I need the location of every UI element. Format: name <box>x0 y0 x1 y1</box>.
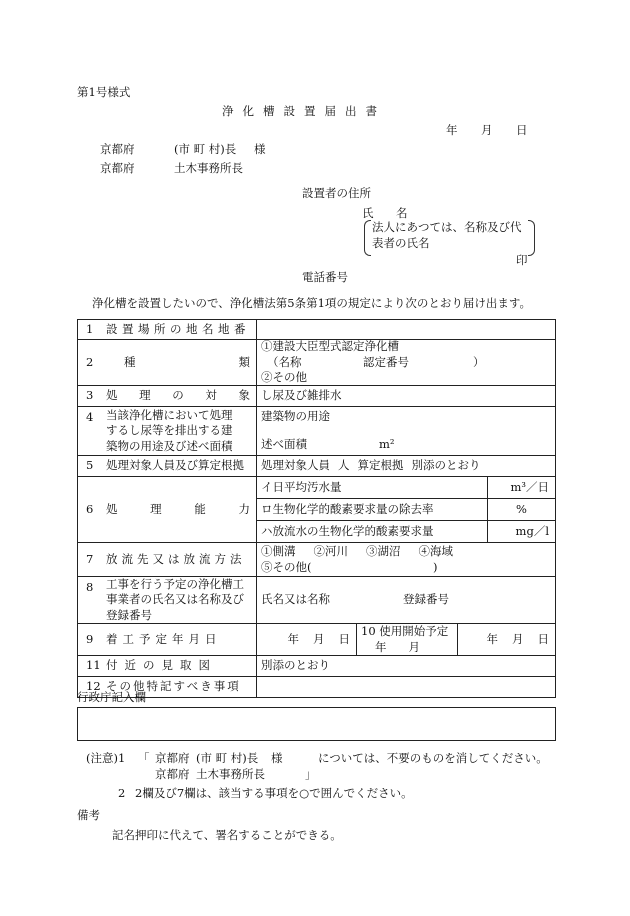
row-label: 着工予定年月日 <box>106 631 222 646</box>
table-row <box>77 456 556 477</box>
map-value: 別添のとおり <box>256 656 555 676</box>
discharge-option[interactable]: ③湖沼 <box>366 543 401 558</box>
row-label: 処理対象人員及び算定根拠 <box>106 458 244 473</box>
row-label-char: の <box>172 388 184 403</box>
capacity-row[interactable] <box>257 499 555 521</box>
floor-area-label: 述べ面積 <box>261 437 307 452</box>
table-row <box>77 319 556 340</box>
table-row <box>77 577 556 624</box>
capacity-row[interactable] <box>257 477 555 499</box>
row-label <box>102 386 256 406</box>
row-number: 3 <box>86 388 94 403</box>
row-label <box>102 340 256 385</box>
note-bracket-close: 」 <box>305 767 317 781</box>
addressee-city-head: (市 町 村)長 <box>174 142 237 156</box>
population-label: 処理対象人員 <box>261 458 330 473</box>
document-title: 浄化槽設置届出書 <box>222 104 386 118</box>
row-number: 2 <box>86 354 94 369</box>
table-row <box>77 407 556 456</box>
start-month: 月 <box>313 631 325 646</box>
use-start-month-label: 月 <box>408 639 420 654</box>
row-label-line: 事業者の氏名又は名称及び <box>106 592 244 607</box>
note-city: (市 町 村)長 <box>196 751 259 765</box>
row-label <box>102 407 256 455</box>
gov-use-field <box>77 707 556 741</box>
table-row <box>77 477 556 543</box>
row-label-char: 能 <box>194 501 206 516</box>
discharge-option[interactable]: ②河川 <box>313 543 348 558</box>
floor-area-unit: m² <box>379 437 395 452</box>
row-label <box>102 477 256 542</box>
date-month-label: 月 <box>481 123 493 137</box>
remarks-text: 記名押印に代えて、署名することができる。 <box>112 828 342 842</box>
note-2-text: 2欄及び7欄は、該当する事項を○で囲んでください。 <box>135 786 413 800</box>
contractor-field[interactable] <box>256 577 555 623</box>
paren-close: ） <box>473 354 485 369</box>
row-number: 11 <box>86 658 101 673</box>
row-label-line: 登録番号 <box>106 607 152 622</box>
note-office: 土木事務所長 <box>196 767 265 781</box>
capacity-subtable <box>256 477 555 542</box>
addressee-pref-2: 京都府 <box>100 161 135 175</box>
row-label-char: 理 <box>150 501 162 516</box>
row-label-char: 処 <box>106 501 118 516</box>
seal-mark: 印 <box>516 253 528 267</box>
row-label: 設置場所の地名地番 <box>106 321 250 336</box>
dates-field <box>256 624 555 655</box>
daily-flow-label: イ日平均汚水量 <box>261 479 342 494</box>
corporate-note-line-2: 表者の氏名 <box>372 236 430 250</box>
row-label-char: 対 <box>205 388 217 403</box>
tank-type-field[interactable] <box>256 340 555 385</box>
table-row <box>77 340 556 386</box>
treatment-target-value: し尿及び雑排水 <box>256 386 555 406</box>
note-1-text: については、不要のものを消してください。 <box>318 751 548 765</box>
row-number: 8 <box>86 580 94 594</box>
close-bracket <box>528 220 535 256</box>
contractor-name-label: 氏名又は名称 <box>261 592 330 607</box>
addressee-honorific: 様 <box>254 142 266 156</box>
basis-value: 別添のとおり <box>411 458 481 473</box>
row-label: 放流先又は放流方法 <box>106 551 246 566</box>
building-use-label: 建築物の用途 <box>261 409 330 423</box>
table-row <box>77 677 556 698</box>
use-year: 年 <box>486 631 498 646</box>
use-start-label: 10 使用開始予定 <box>361 623 449 638</box>
start-date-field[interactable] <box>257 624 356 655</box>
applicant-name-label-2: 名 <box>396 206 408 220</box>
effluent-bod-label: ハ放流水の生物化学的酸素要求量 <box>261 523 434 538</box>
row-label-char: 象 <box>238 388 250 403</box>
row-number: 4 <box>86 410 94 424</box>
date-year-label: 年 <box>446 123 458 137</box>
table-row <box>77 386 556 407</box>
remarks-heading: 備考 <box>77 808 100 822</box>
paren-close: ) <box>433 559 438 574</box>
use-start-label-cell <box>356 624 458 655</box>
bod-removal-unit: % <box>487 499 555 520</box>
date-day-label: 日 <box>516 123 528 137</box>
note-2-number: 2 <box>118 786 126 800</box>
site-address-field[interactable] <box>256 320 555 339</box>
row-number: 1 <box>86 321 94 336</box>
row-label <box>102 577 256 623</box>
row-label-line: するし尿等を排出する建 <box>106 423 233 438</box>
form-number: 第1号様式 <box>77 85 131 99</box>
row-label-line: 工事を行う予定の浄化槽工 <box>106 576 244 591</box>
use-day: 日 <box>537 631 549 646</box>
intro-text: 浄化槽を設置したいので、浄化槽法第5条第1項の規定により次のとおり届け出ます。 <box>92 296 531 310</box>
row-label-char: 理 <box>139 388 151 403</box>
discharge-option[interactable]: ①側溝 <box>261 543 296 558</box>
start-day: 日 <box>338 631 350 646</box>
row-number: 6 <box>86 501 94 516</box>
row-label: 付近の見取図 <box>106 658 217 673</box>
capacity-basis-field[interactable] <box>256 456 555 476</box>
row-label-part: 類 <box>238 354 250 369</box>
applicant-name-label-1: 氏 <box>362 206 374 220</box>
basis-label: 算定根拠 <box>357 458 404 473</box>
corporate-note-line-1: 法人にあつては、名称及び代 <box>372 220 522 234</box>
open-bracket <box>364 220 371 256</box>
applicant-address-label: 設置者の住所 <box>302 186 371 200</box>
discharge-option-other[interactable]: ⑤その他( <box>261 559 312 574</box>
row-number: 9 <box>86 631 94 646</box>
building-use-field[interactable] <box>256 407 555 455</box>
use-start-year-label: 年 <box>375 639 387 654</box>
note-pref: 京都府 <box>155 751 190 765</box>
capacity-row[interactable] <box>257 521 555 542</box>
table-row <box>77 656 556 677</box>
notes-heading: (注意)1 <box>86 751 126 765</box>
row-label-char: 力 <box>238 501 250 516</box>
row-number: 12 <box>86 679 101 694</box>
row-number: 5 <box>86 458 94 473</box>
phone-label: 電話番号 <box>302 270 348 284</box>
notification-table <box>77 319 556 698</box>
addressee-office-head: 土木事務所長 <box>174 161 243 175</box>
note-bracket-open: 「 <box>138 751 150 765</box>
row-label-line: 当該浄化槽において処理 <box>106 407 233 422</box>
row-label-part: 種 <box>124 354 136 369</box>
use-month: 月 <box>512 631 524 646</box>
population-unit: 人 <box>338 458 350 473</box>
discharge-option[interactable]: ④海域 <box>418 543 453 558</box>
table-row <box>77 624 556 656</box>
row-number: 7 <box>86 551 94 566</box>
discharge-field[interactable] <box>256 543 555 576</box>
tank-cert-number-label: 認定番号 <box>363 354 409 369</box>
note-honorific: 様 <box>271 751 283 765</box>
tank-type-option-2[interactable]: ②その他 <box>261 370 307 385</box>
bod-removal-label: ロ生物化学的酸素要求量の除去率 <box>261 501 434 516</box>
start-year: 年 <box>287 631 299 646</box>
addressee-pref-1: 京都府 <box>100 142 135 156</box>
other-notes-field[interactable] <box>256 677 555 697</box>
use-start-date-field[interactable] <box>458 624 555 655</box>
row-label-line: 築物の用途及び述べ面積 <box>106 438 233 453</box>
contractor-reg-label: 登録番号 <box>403 592 449 607</box>
tank-model-name-label: （名称 <box>267 354 302 369</box>
table-row <box>77 543 556 577</box>
tank-type-option-1[interactable]: ①建設大臣型式認定浄化槽 <box>261 339 399 354</box>
daily-flow-unit: m³／日 <box>487 477 555 498</box>
row-label: その他特記すべき事項 <box>106 679 241 694</box>
effluent-bod-unit: mg／l <box>487 521 555 542</box>
row-label-char: 処 <box>106 388 118 403</box>
gov-use-label: 行政庁記入欄 <box>77 690 146 704</box>
note-pref-2: 京都府 <box>155 767 190 781</box>
